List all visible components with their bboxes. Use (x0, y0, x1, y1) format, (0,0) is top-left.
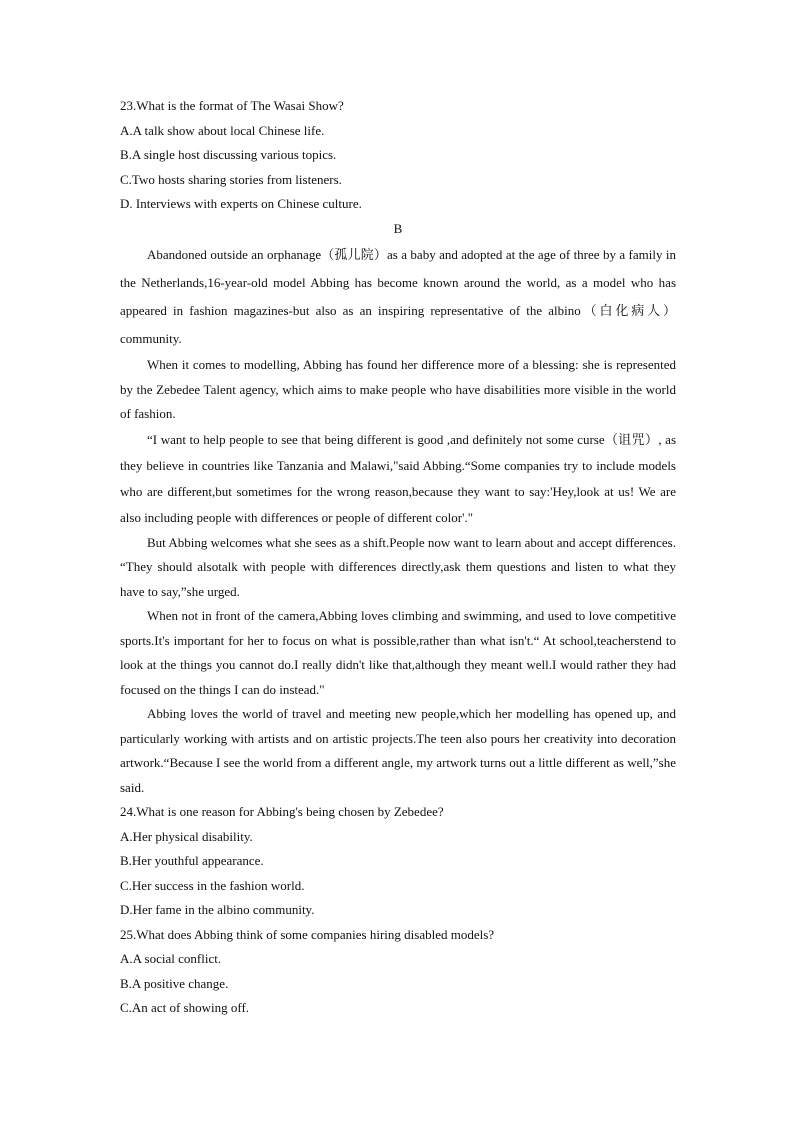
passage-paragraph-1: Abandoned outside an orphanage（孤儿院）as a baby and adopted at the age of three by a family in the Netherlands,16-year-old model Abbing has become known around the world, as a model who has appeared in fashion magazines-but also as an inspiring representative of the albino（白化病人） community. (120, 247, 676, 346)
passage-paragraph-2: When it comes to modelling, Abbing has found her difference more of a blessing: she is represented by the Zebedee Talent agency, which aims to make people who have disabilities more visible in the world of fashion. (120, 357, 676, 421)
q24-option-a: A.Her physical disability. (120, 828, 253, 844)
section-label: B (393, 220, 403, 236)
question-25: 25.What does Abbing think of some companies hiring disabled models? (120, 926, 495, 942)
question-23: 23.What is the format of The Wasai Show? (120, 98, 344, 113)
q23-option-a: A.A talk show about local Chinese life. (120, 122, 325, 138)
q24-option-c: C.Her success in the fashion world. (120, 877, 305, 893)
question-24: 24.What is one reason for Abbing's being chosen by Zebedee? (120, 804, 444, 819)
q24-option-b: B.Her youthful appearance. (120, 853, 264, 868)
q25-option-c: C.An act of showing off. (120, 1000, 250, 1015)
passage-paragraph-4: But Abbing welcomes what she sees as a shift.People now want to learn about and accept differences. “They should alsotalk with people with differences directly,ask them questions and listen to what they have to say,”she urged. (120, 534, 676, 599)
q25-option-b: B.A positive change. (120, 975, 229, 991)
passage-paragraph-6: Abbing loves the world of travel and meeting new people,which her modelling has opened up, and particularly working with artists and on artistic projects.The teen also pours her creativity into decoration artwork.“Because I see the world from a different angle, my artwork turns out a little different as well,”she said. (120, 706, 676, 795)
q25-option-a: A.A social conflict. (120, 951, 222, 966)
passage-paragraph-5: When not in front of the camera,Abbing loves climbing and swimming, and used to love competitive sports.It's important for her to focus on what is possible,rather than what isn't.“ At school,teacherstend to look at the things you cannot do.I really didn't like that,although they meant well.I would rather they had focused on the things I can do instead." (120, 608, 676, 697)
q23-option-d: D. Interviews with experts on Chinese culture. (120, 196, 362, 211)
passage-paragraph-3: “I want to help people to see that being different is good ,and definitely not some curse（诅咒）, as they believe in countries like Tanzania and Malawi,"said Abbing.“Some companies try to include models who are different,but sometimes for the wrong reason,because they want to say:'Hey,look at us! We are also including people with differences or people of different color'." (120, 431, 676, 525)
document-content (120, 94, 676, 1021)
q24-option-d: D.Her fame in the albino community. (120, 902, 315, 917)
q23-option-b: B.A single host discussing various topics. (120, 147, 337, 162)
q23-option-c: C.Two hosts sharing stories from listeners. (120, 171, 342, 187)
